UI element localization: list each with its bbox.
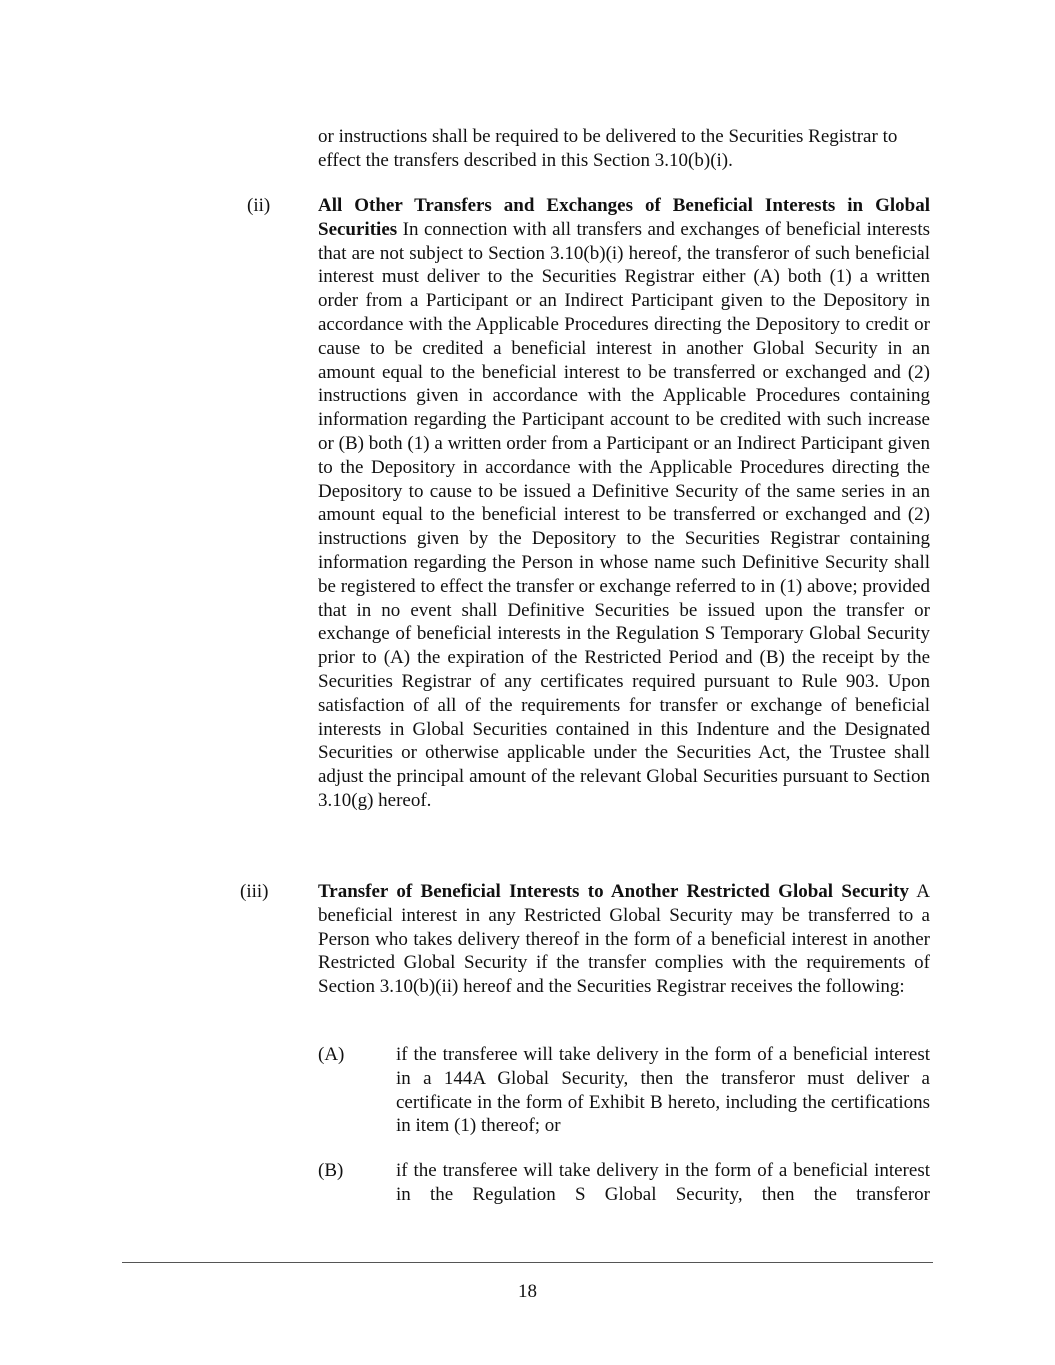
continuation-paragraph: or instructions shall be required to be delivered to the Securities Registrar to effect the transfers described in this Section 3.10(b)(i). bbox=[318, 126, 898, 171]
item-iii-body: A beneficial interest in any Restricted Global Security may be transferred to a Person who takes delivery thereof in the form of a beneficial interest in another Restricted Global Security if the transfer complies with the requirements of Section 3.10(b)(ii) hereof and the Securities Registrar receives the following: bbox=[318, 881, 930, 998]
subitem-b-text: if the transferee will take delivery in the form of a beneficial interest in the Regulation S Global Security, then the transferor bbox=[396, 1160, 930, 1205]
item-ii-paragraph bbox=[318, 194, 930, 813]
item-iii-label: (iii) bbox=[240, 881, 269, 902]
item-ii-heading: All Other Transfers and Exchanges of Beneficial Interests in Global Securities bbox=[318, 195, 930, 240]
footer-rule bbox=[122, 1262, 933, 1263]
subitem-a-label: (A) bbox=[318, 1044, 345, 1065]
item-ii-label: (ii) bbox=[247, 195, 271, 216]
subitem-a-text: if the transferee will take delivery in the form of a beneficial interest in a 144A Global Security, then the transferor must deliver a certificate in the form of Exhibit B hereto, including the certifications in item (1) thereof; or bbox=[396, 1044, 930, 1137]
item-iii-heading: Transfer of Beneficial Interests to Another Restricted Global Security bbox=[318, 881, 909, 902]
item-iii-paragraph bbox=[318, 880, 930, 999]
page-number: 18 bbox=[518, 1281, 537, 1302]
subitem-b-label: (B) bbox=[318, 1160, 344, 1181]
item-ii-body: In connection with all transfers and exchanges of beneficial interests that are not subject to Section 3.10(b)(i) hereof, the transferor of such beneficial interest must deliver to the Securities Registrar either (A) both (1) a written order from a Participant or an Indirect Participant given to the Depository in accordance with the Applicable Procedures directing the Depository to credit or cause to be credited a beneficial interest in another Global Security in an amount equal to the beneficial interest to be transferred or exchanged and (2) instructions given in accordance with the Applicable Procedures containing information regarding the Participant account to be credited with such increase or (B) both (1) a written order from a Participant or an Indirect Participant given to the Depository in accordance with the Applicable Procedures directing the Depository to cause to be issued a Definitive Security of the same series in an amount equal to the beneficial interest to be transferred or exchanged and (2) instructions given by the Depository to the Securities Registrar containing information regarding the Person in whose name such Definitive Security shall be registered to effect the transfer or exchange referred to in (1) above; provided that in no event shall Definitive Securities be issued upon the transfer or exchange of beneficial interests in the Regulation S Temporary Global Security prior to (A) the expiration of the Restricted Period and (B) the receipt by the Securities Registrar of any certificates required pursuant to Rule 903. Upon satisfaction of all of the requirements for transfer or exchange of beneficial interests in Global Securities contained in this Indenture and the Designated Securities or otherwise applicable under the Securities Act, the Trustee shall adjust the principal amount of the relevant Global Securities pursuant to Section 3.10(g) hereof. bbox=[318, 218, 930, 811]
